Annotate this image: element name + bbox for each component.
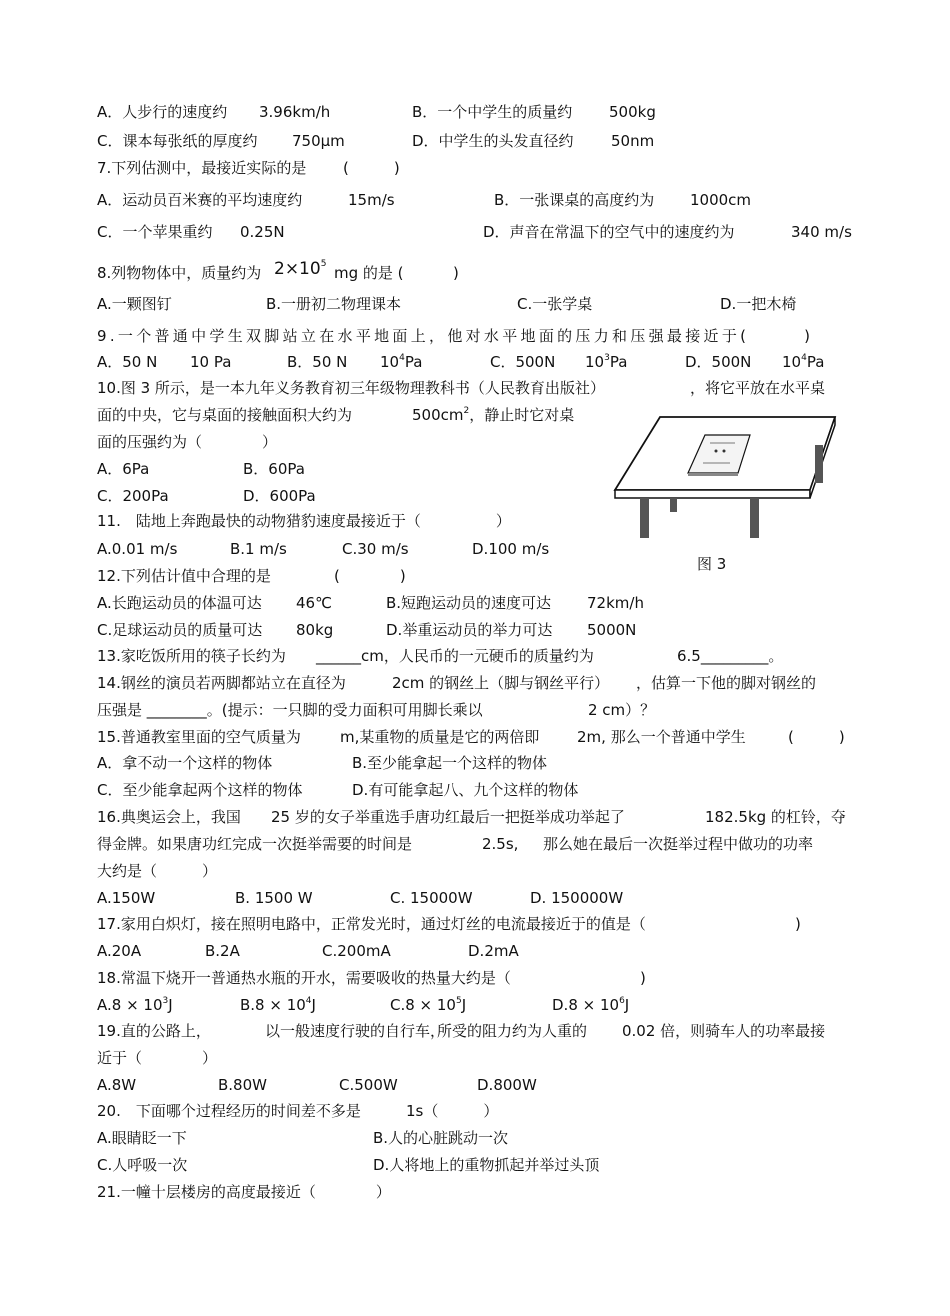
book-dot-right [723, 450, 726, 453]
q7-option-b: B．一张课桌的高度约为 [494, 191, 655, 209]
q8-mass-coefficient: 2×10 [274, 259, 321, 279]
q11-option-a: A.0.01 m/s [97, 540, 178, 558]
table-leg-front-left [640, 498, 649, 538]
q11-option-b: B.1 m/s [230, 540, 287, 558]
q12-option-d: D.举重运动员的举力可达 [386, 621, 553, 639]
q16-line-1a: 16.典奥运会上，我国 [97, 808, 241, 826]
q8-mass-exponent: 5 [320, 259, 327, 270]
q14-line-2b: 2 cm）？ [588, 701, 656, 719]
q17-option-a: A.20A [97, 942, 142, 960]
q17-option-d: D.2mA [468, 942, 519, 960]
q7-option-d: D．声音在常温下的空气中的速度约为 [483, 223, 735, 241]
q18-c-unit: J [461, 996, 467, 1014]
q7-option-d-value: 340 m/s [791, 223, 852, 241]
q9-d-unit: Pa [806, 353, 825, 371]
q18-d-exponent: 6 [619, 996, 625, 1006]
q14-line-2a: 压强是 ________。(提示：一只脚的受力面积可用脚长乘以 [97, 701, 483, 719]
q19-line-1c: 所受的阻力约为人重的 [437, 1022, 588, 1040]
q16-line-2b: 2.5s, [482, 835, 519, 853]
q18-a-unit: J [168, 996, 173, 1014]
table-leg-back-right [815, 445, 823, 483]
q20-option-a: A.眼睛眨一下 [97, 1129, 187, 1147]
q18-b-unit: J [311, 996, 316, 1014]
q20-stem-text: 20. 下面哪个过程经历的时间差不多是 [97, 1102, 361, 1120]
q9-option-d: D．500N [685, 353, 752, 371]
q6-option-c: C．课本每张纸的厚度约 [97, 132, 258, 150]
q13-text-c: 6.5_________。 [677, 647, 784, 665]
q18-stem-text: 18.常温下烧开一普通热水瓶的开水，需要吸收的热量大约是（ [97, 969, 511, 987]
q8-unit: mg 的是 ( [334, 264, 404, 282]
q17-option-c: C.200mA [322, 942, 391, 960]
q12-answer-paren: ( ) [334, 567, 406, 585]
figure-3-caption: 图 3 [697, 555, 727, 573]
q9-c-base: 10 [585, 353, 605, 371]
q12-option-c-value: 80kg [296, 621, 334, 639]
q10-area-number: 500cm [412, 406, 464, 424]
q13-text-b: ______cm，人民币的一元硬币的质量约为 [316, 647, 594, 665]
q11-option-d: D.100 m/s [472, 540, 550, 558]
q12-stem-text: 12.下列估计值中合理的是 [97, 567, 271, 585]
q16-option-c: C. 15000W [390, 889, 473, 907]
q8-stem-text: 8.列物物体中，质量约为 [97, 264, 262, 282]
q12-option-a-value: 46℃ [296, 594, 332, 612]
q18-a-exponent: 3 [162, 996, 169, 1006]
table-leg-back-left [670, 498, 677, 512]
q18-close-paren: ) [640, 969, 646, 987]
q7-answer-paren: ( ) [343, 159, 400, 177]
q18-option-b [240, 995, 316, 1015]
q20-stem-value: 1s（ ） [406, 1102, 499, 1120]
q9-d-base: 10 [782, 353, 802, 371]
q10-option-c: C．200Pa [97, 487, 169, 505]
q6-option-d-value: 50nm [611, 132, 655, 150]
q20-option-c: C.人呼吸一次 [97, 1156, 188, 1174]
textbook-spine [688, 473, 738, 476]
q8-close-paren: ) [453, 264, 459, 282]
q18-d-unit: J [624, 996, 630, 1014]
q12-option-a: A.长跑运动员的体温可达 [97, 594, 262, 612]
table-leg-front-right [750, 498, 759, 538]
q8-option-b: B.一册初二物理课本 [266, 295, 402, 313]
q15-stem-c: 2m, 那么一个普通中学生 [577, 728, 746, 746]
q19-option-d: D.800W [477, 1076, 537, 1094]
q16-line-2c: 那么她在最后一次挺举过程中做功的功率 [543, 835, 814, 853]
q15-option-a: A．拿不动一个这样的物体 [97, 754, 273, 772]
q17-close-paren: ) [795, 915, 801, 933]
q16-line-1b: 25 岁的女子举重选手唐功红最后一把挺举成功举起了 [271, 808, 625, 826]
q19-line-1b: 以一般速度行驶的自行车， [265, 1022, 446, 1040]
q10-option-d: D．600Pa [243, 487, 316, 505]
q15-option-d: D.有可能拿起八、九个这样的物体 [352, 781, 579, 799]
q6-option-d: D．中学生的头发直径约 [412, 132, 574, 150]
q9-c-exponent: 3 [604, 353, 610, 363]
q8-option-a: A.一颗图钉 [97, 295, 172, 313]
q19-option-a: A.8W [97, 1076, 137, 1094]
q14-line-1c: ，估算一下他的脚对钢丝的 [636, 674, 817, 692]
q19-line-1d: 0.02 倍，则骑车人的功率最接 [622, 1022, 826, 1040]
q17-stem-text: 17.家用白炽灯，接在照明电路中，正常发光时，通过灯丝的电流最接近于的值是（ [97, 915, 646, 933]
q6-option-a-value: 3.96km/h [259, 103, 331, 121]
q9-option-c: C．500N [490, 353, 556, 371]
q13-text-a: 13.家吃饭所用的筷子长约为 [97, 647, 286, 665]
q6-option-b: B．一个中学生的质量约 [412, 103, 573, 121]
q16-option-b: B. 1500 W [235, 889, 313, 907]
q6-option-b-value: 500kg [609, 103, 656, 121]
q18-c-base: C.8 × 10 [390, 996, 456, 1014]
q12-option-b-value: 72km/h [587, 594, 644, 612]
q19-option-b: B.80W [218, 1076, 267, 1094]
q10-line-3-text: 面的压强约为（ ） [97, 433, 278, 451]
q18-b-base: B.8 × 10 [240, 996, 306, 1014]
q16-line-1c: 182.5kg 的杠铃，夺 [705, 808, 846, 826]
q9-b-unit: Pa [404, 353, 423, 371]
q10-line-2a: 面的中央，它与桌面的接触面积大约为 [97, 406, 353, 424]
q10-option-a: A．6Pa [97, 460, 150, 478]
q18-option-c [390, 995, 466, 1015]
q15-stem-a: 15.普通教室里面的空气质量为 [97, 728, 301, 746]
q18-d-base: D.8 × 10 [552, 996, 620, 1014]
q9-c-unit: Pa [609, 353, 628, 371]
q16-line-2a: 得金牌。如果唐功红完成一次挺举需要的时间是 [97, 835, 413, 853]
q19-line-1a: 19.直的公路上， [97, 1022, 211, 1040]
q7-option-a-value: 15m/s [348, 191, 395, 209]
q21-stem-text: 21.一幢十层楼房的高度最接近（ ） [97, 1183, 391, 1201]
q18-option-a [97, 995, 173, 1015]
q8-mass-expression [274, 259, 326, 279]
q16-option-d: D. 150000W [530, 889, 624, 907]
q10-line-1a: 10.图 3 所示，是一本九年义务教育初三年级物理教科书（人民教育出版社） [97, 379, 605, 397]
q7-option-a: A．运动员百米赛的平均速度约 [97, 191, 303, 209]
q18-option-d [552, 995, 629, 1015]
q12-option-b: B.短跑运动员的速度可达 [386, 594, 552, 612]
q11-stem-text: 11. 陆地上奔跑最快的动物猎豹速度最接近于（ ） [97, 512, 511, 530]
q7-option-c: C．一个苹果重约 [97, 223, 213, 241]
q9-option-a-pressure: 10 Pa [190, 353, 232, 371]
q16-line-3-text: 大约是（ ） [97, 862, 218, 880]
q20-option-b: B.人的心脏跳动一次 [373, 1129, 509, 1147]
q7-option-b-value: 1000cm [690, 191, 752, 209]
q9-d-exponent: 4 [801, 353, 807, 363]
q18-a-base: A.8 × 10 [97, 996, 163, 1014]
q14-line-1b: 2cm 的钢丝上（脚与钢丝平行） [392, 674, 610, 692]
q9-stem-text: 9.一个普通中学生双脚站立在水平地面上，他对水平地面的压力和压强最接近于( ) [97, 327, 814, 345]
q9-option-c-pressure [585, 352, 627, 372]
q19-line-2-text: 近于（ ） [97, 1049, 218, 1067]
q15-stem-b: m,某重物的质量是它的两倍即 [340, 728, 540, 746]
q9-option-b-pressure [380, 352, 422, 372]
q12-option-c: C.足球运动员的质量可达 [97, 621, 263, 639]
q10-line-1b: ，将它平放在水平桌 [690, 379, 826, 397]
q16-option-a: A.150W [97, 889, 156, 907]
q19-option-c: C.500W [339, 1076, 398, 1094]
q11-option-c: C.30 m/s [342, 540, 409, 558]
q10-line-2b: ，静止时它对桌 [469, 406, 575, 424]
q20-option-d: D.人将地上的重物抓起并举过头顶 [373, 1156, 600, 1174]
q8-option-d: D.一把木椅 [720, 295, 797, 313]
q10-option-b: B．60Pa [243, 460, 305, 478]
q8-option-c: C.一张学桌 [517, 295, 593, 313]
q9-option-a: A．50 N [97, 353, 158, 371]
q15-option-b: B.至少能拿起一个这样的物体 [352, 754, 548, 772]
q14-line-1a: 14.钢丝的演员若两脚都站立在直径为 [97, 674, 346, 692]
q18-b-exponent: 4 [305, 996, 312, 1006]
q10-area-value [412, 405, 574, 425]
q7-stem-text: 7.下列估测中，最接近实际的是 [97, 159, 307, 177]
q9-option-b: B．50 N [287, 353, 348, 371]
q15-option-c: C．至少能拿起两个这样的物体 [97, 781, 303, 799]
q12-option-d-value: 5000N [587, 621, 637, 639]
table-front-edge [615, 490, 810, 498]
q9-b-exponent: 4 [399, 353, 405, 363]
q6-option-c-value: 750μm [292, 132, 345, 150]
q18-c-exponent: 5 [455, 996, 462, 1006]
q6-option-a: A．人步行的速度约 [97, 103, 228, 121]
q17-option-b: B.2A [205, 942, 240, 960]
q15-answer-paren: ( ) [788, 728, 845, 746]
q9-option-d-pressure [782, 352, 824, 372]
q7-option-c-value: 0.25N [240, 223, 285, 241]
q9-b-base: 10 [380, 353, 400, 371]
q10-area-exponent: 2 [463, 406, 470, 416]
book-dot-left [715, 450, 718, 453]
